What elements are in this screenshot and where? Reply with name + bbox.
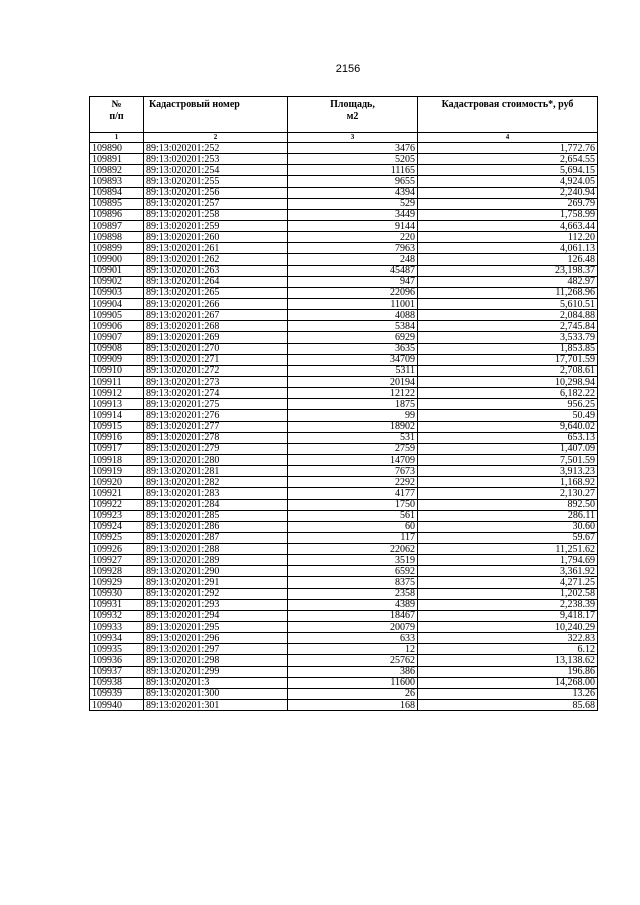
header-row xyxy=(90,97,598,133)
cadastral-number-cell: 89:13:020201:292 xyxy=(144,588,288,599)
cadastral-number-cell: 89:13:020201:274 xyxy=(144,388,288,399)
table-row xyxy=(90,610,598,621)
area-cell: 386 xyxy=(288,666,418,677)
row-number-cell: 109925 xyxy=(90,532,144,543)
cadastral-number-cell: 89:13:020201:289 xyxy=(144,555,288,566)
area-cell: 7673 xyxy=(288,466,418,477)
table-row xyxy=(90,633,598,644)
area-cell: 12 xyxy=(288,644,418,655)
table-row xyxy=(90,143,598,154)
cadastral-cost-cell: 112.20 xyxy=(418,232,598,243)
row-number-cell: 109928 xyxy=(90,566,144,577)
area-cell: 22096 xyxy=(288,287,418,298)
area-cell: 9144 xyxy=(288,220,418,231)
area-cell: 2759 xyxy=(288,443,418,454)
area-cell: 25762 xyxy=(288,655,418,666)
cadastral-cost-cell: 2,240.94 xyxy=(418,187,598,198)
area-cell: 3476 xyxy=(288,143,418,154)
cadastral-cost-cell: 2,238.39 xyxy=(418,599,598,610)
cadastral-number-cell: 89:13:020201:252 xyxy=(144,143,288,154)
cadastral-cost-cell: 2,130.27 xyxy=(418,488,598,499)
row-number-cell: 109930 xyxy=(90,588,144,599)
table-row xyxy=(90,700,598,711)
row-number-cell: 109921 xyxy=(90,488,144,499)
area-cell: 248 xyxy=(288,254,418,265)
cadastral-cost-cell: 9,418.17 xyxy=(418,610,598,621)
area-cell: 11001 xyxy=(288,298,418,309)
cadastral-number-cell: 89:13:020201:277 xyxy=(144,421,288,432)
area-cell: 7963 xyxy=(288,243,418,254)
area-cell: 2292 xyxy=(288,477,418,488)
row-number-cell: 109903 xyxy=(90,287,144,298)
row-number-cell: 109923 xyxy=(90,510,144,521)
table-row xyxy=(90,165,598,176)
cadastral-cost-cell: 7,501.59 xyxy=(418,454,598,465)
cadastral-cost-cell: 322.83 xyxy=(418,633,598,644)
table-row xyxy=(90,198,598,209)
table-row xyxy=(90,332,598,343)
table-row xyxy=(90,577,598,588)
table-row xyxy=(90,677,598,688)
table-row xyxy=(90,388,598,399)
cadastral-number-cell: 89:13:020201:301 xyxy=(144,700,288,711)
cadastral-cost-cell: 10,240.29 xyxy=(418,622,598,633)
cadastral-cost-cell: 13.26 xyxy=(418,688,598,699)
cadastral-cost-cell: 5,694.15 xyxy=(418,165,598,176)
row-number-cell: 109931 xyxy=(90,599,144,610)
cadastral-number-cell: 89:13:020201:278 xyxy=(144,432,288,443)
cadastral-number-cell: 89:13:020201:266 xyxy=(144,298,288,309)
cadastral-number-cell: 89:13:020201:262 xyxy=(144,254,288,265)
cadastral-cost-cell: 3,913.23 xyxy=(418,466,598,477)
row-number-cell: 109897 xyxy=(90,220,144,231)
table-row xyxy=(90,532,598,543)
row-number-cell: 109893 xyxy=(90,176,144,187)
cadastral-cost-cell: 3,533.79 xyxy=(418,332,598,343)
cadastral-cost-cell: 956.25 xyxy=(418,399,598,410)
cadastral-number-cell: 89:13:020201:288 xyxy=(144,544,288,555)
table-row xyxy=(90,443,598,454)
row-number-cell: 109936 xyxy=(90,655,144,666)
cadastral-cost-cell: 269.79 xyxy=(418,198,598,209)
row-number-cell: 109917 xyxy=(90,443,144,454)
area-cell: 8375 xyxy=(288,577,418,588)
row-number-cell: 109905 xyxy=(90,310,144,321)
cadastral-cost-cell: 5,610.51 xyxy=(418,298,598,309)
cadastral-cost-cell: 1,407.09 xyxy=(418,443,598,454)
header-cadastral-number: Кадастровый номер xyxy=(144,97,288,133)
area-cell: 18902 xyxy=(288,421,418,432)
cadastral-number-cell: 89:13:020201:257 xyxy=(144,198,288,209)
row-number-cell: 109927 xyxy=(90,555,144,566)
area-cell: 20194 xyxy=(288,376,418,387)
table-row xyxy=(90,399,598,410)
column-index: 1 xyxy=(90,133,144,143)
table-row xyxy=(90,666,598,677)
row-number-cell: 109918 xyxy=(90,454,144,465)
row-number-cell: 109910 xyxy=(90,365,144,376)
cadastral-cost-cell: 10,298.94 xyxy=(418,376,598,387)
cadastral-cost-cell: 4,663.44 xyxy=(418,220,598,231)
row-number-cell: 109920 xyxy=(90,477,144,488)
cadastral-number-cell: 89:13:020201:272 xyxy=(144,365,288,376)
row-number-cell: 109906 xyxy=(90,321,144,332)
cadastral-number-cell: 89:13:020201:290 xyxy=(144,566,288,577)
row-number-cell: 109904 xyxy=(90,298,144,309)
area-cell: 947 xyxy=(288,276,418,287)
cadastral-number-cell: 89:13:020201:276 xyxy=(144,410,288,421)
row-number-cell: 109890 xyxy=(90,143,144,154)
table-row xyxy=(90,254,598,265)
table-row xyxy=(90,510,598,521)
area-cell: 60 xyxy=(288,521,418,532)
cadastral-cost-cell: 286.11 xyxy=(418,510,598,521)
table-row xyxy=(90,265,598,276)
cadastral-cost-cell: 1,758.99 xyxy=(418,209,598,220)
cadastral-number-cell: 89:13:020201:270 xyxy=(144,343,288,354)
cadastral-number-cell: 89:13:020201:269 xyxy=(144,332,288,343)
cadastral-cost-cell: 23,198.37 xyxy=(418,265,598,276)
area-cell: 45487 xyxy=(288,265,418,276)
cadastral-cost-cell: 3,361.92 xyxy=(418,566,598,577)
cadastral-number-cell: 89:13:020201:296 xyxy=(144,633,288,644)
area-cell: 4389 xyxy=(288,599,418,610)
table-row xyxy=(90,376,598,387)
cadastral-number-cell: 89:13:020201:295 xyxy=(144,622,288,633)
cadastral-number-cell: 89:13:020201:259 xyxy=(144,220,288,231)
area-cell: 529 xyxy=(288,198,418,209)
cadastral-cost-cell: 2,654.55 xyxy=(418,154,598,165)
header-number xyxy=(90,97,144,133)
table-row xyxy=(90,566,598,577)
row-number-cell: 109922 xyxy=(90,499,144,510)
cadastral-cost-cell: 892.50 xyxy=(418,499,598,510)
cadastral-number-cell: 89:13:020201:279 xyxy=(144,443,288,454)
cadastral-number-cell: 89:13:020201:299 xyxy=(144,666,288,677)
area-cell: 531 xyxy=(288,432,418,443)
row-number-cell: 109911 xyxy=(90,376,144,387)
cadastral-number-cell: 89:13:020201:291 xyxy=(144,577,288,588)
cadastral-number-cell: 89:13:020201:280 xyxy=(144,454,288,465)
row-number-cell: 109938 xyxy=(90,677,144,688)
cadastral-cost-cell: 11,251.62 xyxy=(418,544,598,555)
cadastral-number-cell: 89:13:020201:255 xyxy=(144,176,288,187)
row-number-cell: 109892 xyxy=(90,165,144,176)
cadastral-cost-cell: 653.13 xyxy=(418,432,598,443)
cadastral-cost-cell: 1,202.58 xyxy=(418,588,598,599)
cadastral-number-cell: 89:13:020201:297 xyxy=(144,644,288,655)
area-cell: 3635 xyxy=(288,343,418,354)
cadastral-cost-cell: 4,924.05 xyxy=(418,176,598,187)
area-cell: 220 xyxy=(288,232,418,243)
area-cell: 3449 xyxy=(288,209,418,220)
table-row xyxy=(90,187,598,198)
cadastral-cost-cell: 14,268.00 xyxy=(418,677,598,688)
row-number-cell: 109914 xyxy=(90,410,144,421)
header-cadastral-cost: Кадастровая стоимость*, руб xyxy=(418,97,598,133)
cadastral-number-cell: 89:13:020201:293 xyxy=(144,599,288,610)
cadastral-number-cell: 89:13:020201:294 xyxy=(144,610,288,621)
area-cell: 561 xyxy=(288,510,418,521)
cadastral-number-cell: 89:13:020201:286 xyxy=(144,521,288,532)
cadastral-cost-cell: 59.67 xyxy=(418,532,598,543)
cadastral-cost-cell: 1,772.76 xyxy=(418,143,598,154)
cadastral-cost-cell: 1,794.69 xyxy=(418,555,598,566)
area-cell: 2358 xyxy=(288,588,418,599)
table-row xyxy=(90,220,598,231)
area-cell: 11165 xyxy=(288,165,418,176)
row-number-cell: 109900 xyxy=(90,254,144,265)
cadastral-cost-cell: 85.68 xyxy=(418,700,598,711)
cadastral-cost-cell: 50.49 xyxy=(418,410,598,421)
area-cell: 12122 xyxy=(288,388,418,399)
area-cell: 5205 xyxy=(288,154,418,165)
cadastral-number-cell: 89:13:020201:281 xyxy=(144,466,288,477)
row-number-cell: 109909 xyxy=(90,354,144,365)
cadastral-number-cell: 89:13:020201:300 xyxy=(144,688,288,699)
area-cell: 26 xyxy=(288,688,418,699)
area-cell: 14709 xyxy=(288,454,418,465)
cadastral-number-cell: 89:13:020201:254 xyxy=(144,165,288,176)
cadastral-number-cell: 89:13:020201:265 xyxy=(144,287,288,298)
row-number-cell: 109935 xyxy=(90,644,144,655)
cadastral-cost-cell: 6,182.22 xyxy=(418,388,598,399)
cadastral-number-cell: 89:13:020201:275 xyxy=(144,399,288,410)
cadastral-number-cell: 89:13:020201:271 xyxy=(144,354,288,365)
row-number-cell: 109929 xyxy=(90,577,144,588)
table-row xyxy=(90,354,598,365)
cadastral-number-cell: 89:13:020201:3 xyxy=(144,677,288,688)
cadastral-cost-cell: 6.12 xyxy=(418,644,598,655)
cadastral-cost-cell: 4,271.25 xyxy=(418,577,598,588)
table-row xyxy=(90,343,598,354)
table-row xyxy=(90,588,598,599)
column-index: 3 xyxy=(288,133,418,143)
table-body xyxy=(90,143,598,711)
cadastral-cost-cell: 17,701.59 xyxy=(418,354,598,365)
cadastral-number-cell: 89:13:020201:267 xyxy=(144,310,288,321)
area-cell: 22062 xyxy=(288,544,418,555)
table-row xyxy=(90,655,598,666)
cadastral-number-cell: 89:13:020201:282 xyxy=(144,477,288,488)
table-row xyxy=(90,276,598,287)
column-index: 4 xyxy=(418,133,598,143)
area-cell: 99 xyxy=(288,410,418,421)
header-number-label: № п/п xyxy=(109,99,124,122)
table-row xyxy=(90,599,598,610)
area-cell: 6592 xyxy=(288,566,418,577)
column-index-row xyxy=(90,133,598,143)
row-number-cell: 109898 xyxy=(90,232,144,243)
row-number-cell: 109896 xyxy=(90,209,144,220)
row-number-cell: 109902 xyxy=(90,276,144,287)
row-number-cell: 109907 xyxy=(90,332,144,343)
row-number-cell: 109937 xyxy=(90,666,144,677)
area-cell: 117 xyxy=(288,532,418,543)
table-row xyxy=(90,477,598,488)
table-row xyxy=(90,154,598,165)
cadastral-number-cell: 89:13:020201:298 xyxy=(144,655,288,666)
area-cell: 9655 xyxy=(288,176,418,187)
cadastral-number-cell: 89:13:020201:284 xyxy=(144,499,288,510)
cadastral-number-cell: 89:13:020201:256 xyxy=(144,187,288,198)
table-row xyxy=(90,243,598,254)
area-cell: 633 xyxy=(288,633,418,644)
table-row xyxy=(90,688,598,699)
cadastral-cost-cell: 1,168.92 xyxy=(418,477,598,488)
area-cell: 4394 xyxy=(288,187,418,198)
cadastral-cost-cell: 4,061.13 xyxy=(418,243,598,254)
row-number-cell: 109940 xyxy=(90,700,144,711)
header-area xyxy=(288,97,418,133)
row-number-cell: 109939 xyxy=(90,688,144,699)
area-cell: 34709 xyxy=(288,354,418,365)
row-number-cell: 109916 xyxy=(90,432,144,443)
cadastral-number-cell: 89:13:020201:273 xyxy=(144,376,288,387)
area-cell: 4088 xyxy=(288,310,418,321)
row-number-cell: 109915 xyxy=(90,421,144,432)
cadastral-cost-cell: 196.86 xyxy=(418,666,598,677)
row-number-cell: 109901 xyxy=(90,265,144,276)
table-row xyxy=(90,321,598,332)
area-cell: 3519 xyxy=(288,555,418,566)
table-row xyxy=(90,499,598,510)
row-number-cell: 109912 xyxy=(90,388,144,399)
area-cell: 6929 xyxy=(288,332,418,343)
cadastral-table xyxy=(89,96,598,711)
cadastral-number-cell: 89:13:020201:261 xyxy=(144,243,288,254)
table-row xyxy=(90,232,598,243)
cadastral-cost-cell: 482.97 xyxy=(418,276,598,287)
row-number-cell: 109919 xyxy=(90,466,144,477)
cadastral-cost-cell: 30.60 xyxy=(418,521,598,532)
cadastral-cost-cell: 2,745.84 xyxy=(418,321,598,332)
area-cell: 20079 xyxy=(288,622,418,633)
table-row xyxy=(90,644,598,655)
row-number-cell: 109895 xyxy=(90,198,144,209)
cadastral-number-cell: 89:13:020201:258 xyxy=(144,209,288,220)
cadastral-cost-cell: 1,853.85 xyxy=(418,343,598,354)
column-index: 2 xyxy=(144,133,288,143)
table-row xyxy=(90,209,598,220)
area-cell: 5384 xyxy=(288,321,418,332)
cadastral-number-cell: 89:13:020201:285 xyxy=(144,510,288,521)
cadastral-cost-cell: 11,268.96 xyxy=(418,287,598,298)
area-cell: 11600 xyxy=(288,677,418,688)
row-number-cell: 109913 xyxy=(90,399,144,410)
row-number-cell: 109894 xyxy=(90,187,144,198)
table-row xyxy=(90,488,598,499)
area-cell: 1875 xyxy=(288,399,418,410)
table-row xyxy=(90,421,598,432)
row-number-cell: 109924 xyxy=(90,521,144,532)
row-number-cell: 109899 xyxy=(90,243,144,254)
area-cell: 4177 xyxy=(288,488,418,499)
row-number-cell: 109908 xyxy=(90,343,144,354)
table-header xyxy=(90,97,598,143)
table-row xyxy=(90,310,598,321)
area-cell: 1750 xyxy=(288,499,418,510)
table-row xyxy=(90,410,598,421)
cadastral-cost-cell: 2,084.88 xyxy=(418,310,598,321)
cadastral-number-cell: 89:13:020201:264 xyxy=(144,276,288,287)
table-row xyxy=(90,466,598,477)
row-number-cell: 109933 xyxy=(90,622,144,633)
table-row xyxy=(90,298,598,309)
cadastral-cost-cell: 126.48 xyxy=(418,254,598,265)
cadastral-number-cell: 89:13:020201:260 xyxy=(144,232,288,243)
table-row xyxy=(90,544,598,555)
area-cell: 18467 xyxy=(288,610,418,621)
page-number: 2156 xyxy=(335,63,361,75)
table-row xyxy=(90,454,598,465)
table-row xyxy=(90,432,598,443)
cadastral-cost-cell: 13,138.62 xyxy=(418,655,598,666)
cadastral-number-cell: 89:13:020201:283 xyxy=(144,488,288,499)
cadastral-number-cell: 89:13:020201:253 xyxy=(144,154,288,165)
row-number-cell: 109891 xyxy=(90,154,144,165)
row-number-cell: 109926 xyxy=(90,544,144,555)
area-cell: 5311 xyxy=(288,365,418,376)
table-row xyxy=(90,176,598,187)
table-row xyxy=(90,622,598,633)
row-number-cell: 109932 xyxy=(90,610,144,621)
row-number-cell: 109934 xyxy=(90,633,144,644)
header-area-label: Площадь, м2 xyxy=(330,99,375,122)
area-cell: 168 xyxy=(288,700,418,711)
cadastral-cost-cell: 9,640.02 xyxy=(418,421,598,432)
cadastral-number-cell: 89:13:020201:263 xyxy=(144,265,288,276)
table-row xyxy=(90,555,598,566)
table-row xyxy=(90,365,598,376)
cadastral-number-cell: 89:13:020201:268 xyxy=(144,321,288,332)
cadastral-cost-cell: 2,708.61 xyxy=(418,365,598,376)
table-row xyxy=(90,287,598,298)
table-row xyxy=(90,521,598,532)
cadastral-number-cell: 89:13:020201:287 xyxy=(144,532,288,543)
